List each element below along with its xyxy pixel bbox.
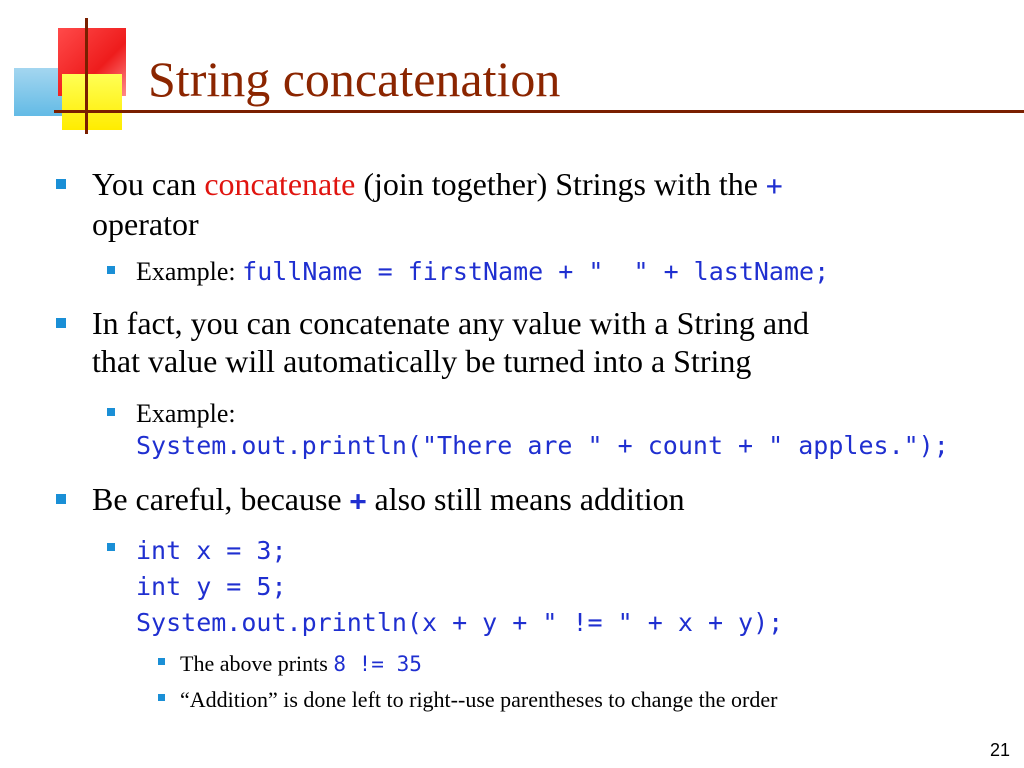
plus-operator-code: +	[765, 169, 783, 202]
code-line-int-y: int y = 5;	[136, 572, 287, 601]
square-bullet-icon	[56, 494, 66, 504]
square-bullet-icon	[56, 179, 66, 189]
text-span: The above prints	[180, 651, 334, 676]
sub-sub-bullet-text: “Addition” is done left to right--use parentheses to change the order	[180, 687, 778, 712]
page-number: 21	[989, 740, 1010, 760]
bullet-text	[92, 304, 809, 380]
sub-sub-bullet-text	[180, 650, 422, 678]
title-underline	[54, 110, 1024, 113]
plus-operator-code: +	[349, 484, 367, 517]
highlight-concatenate: concatenate	[204, 166, 356, 202]
code-block	[136, 533, 783, 641]
square-bullet-icon	[158, 694, 165, 701]
square-bullet-icon	[107, 408, 115, 416]
text-span: operator	[92, 206, 199, 242]
code-println-apples: System.out.println("There are " + count + " apples.");	[136, 431, 949, 460]
example-label: Example:	[136, 399, 236, 428]
text-span: (join together) Strings with the	[355, 166, 766, 202]
text-span: also still means addition	[366, 481, 685, 517]
bullet-text	[92, 480, 685, 520]
code-fullname: fullName = firstName + " " + lastName;	[242, 257, 830, 286]
text-span: Be careful, because	[92, 481, 350, 517]
code-line-int-x: int x = 3;	[136, 536, 287, 565]
slide-title: String concatenation	[148, 51, 561, 107]
logo-yellow-square	[62, 74, 122, 130]
square-bullet-icon	[158, 658, 165, 665]
code-output: 8 != 35	[333, 652, 422, 676]
text-line: that value will automatically be turned into a String	[92, 343, 752, 379]
example-label: Example:	[136, 257, 243, 286]
square-bullet-icon	[56, 318, 66, 328]
bullet-text	[92, 165, 783, 243]
code-line-println: System.out.println(x + y + " != " + x + y);	[136, 608, 784, 637]
sub-bullet-text	[136, 256, 829, 288]
square-bullet-icon	[107, 543, 115, 551]
square-bullet-icon	[107, 266, 115, 274]
sub-bullet-text	[136, 398, 949, 462]
logo-vertical-line	[85, 18, 88, 134]
text-span: You can	[92, 166, 205, 202]
text-line: In fact, you can concatenate any value with a String and	[92, 305, 810, 341]
